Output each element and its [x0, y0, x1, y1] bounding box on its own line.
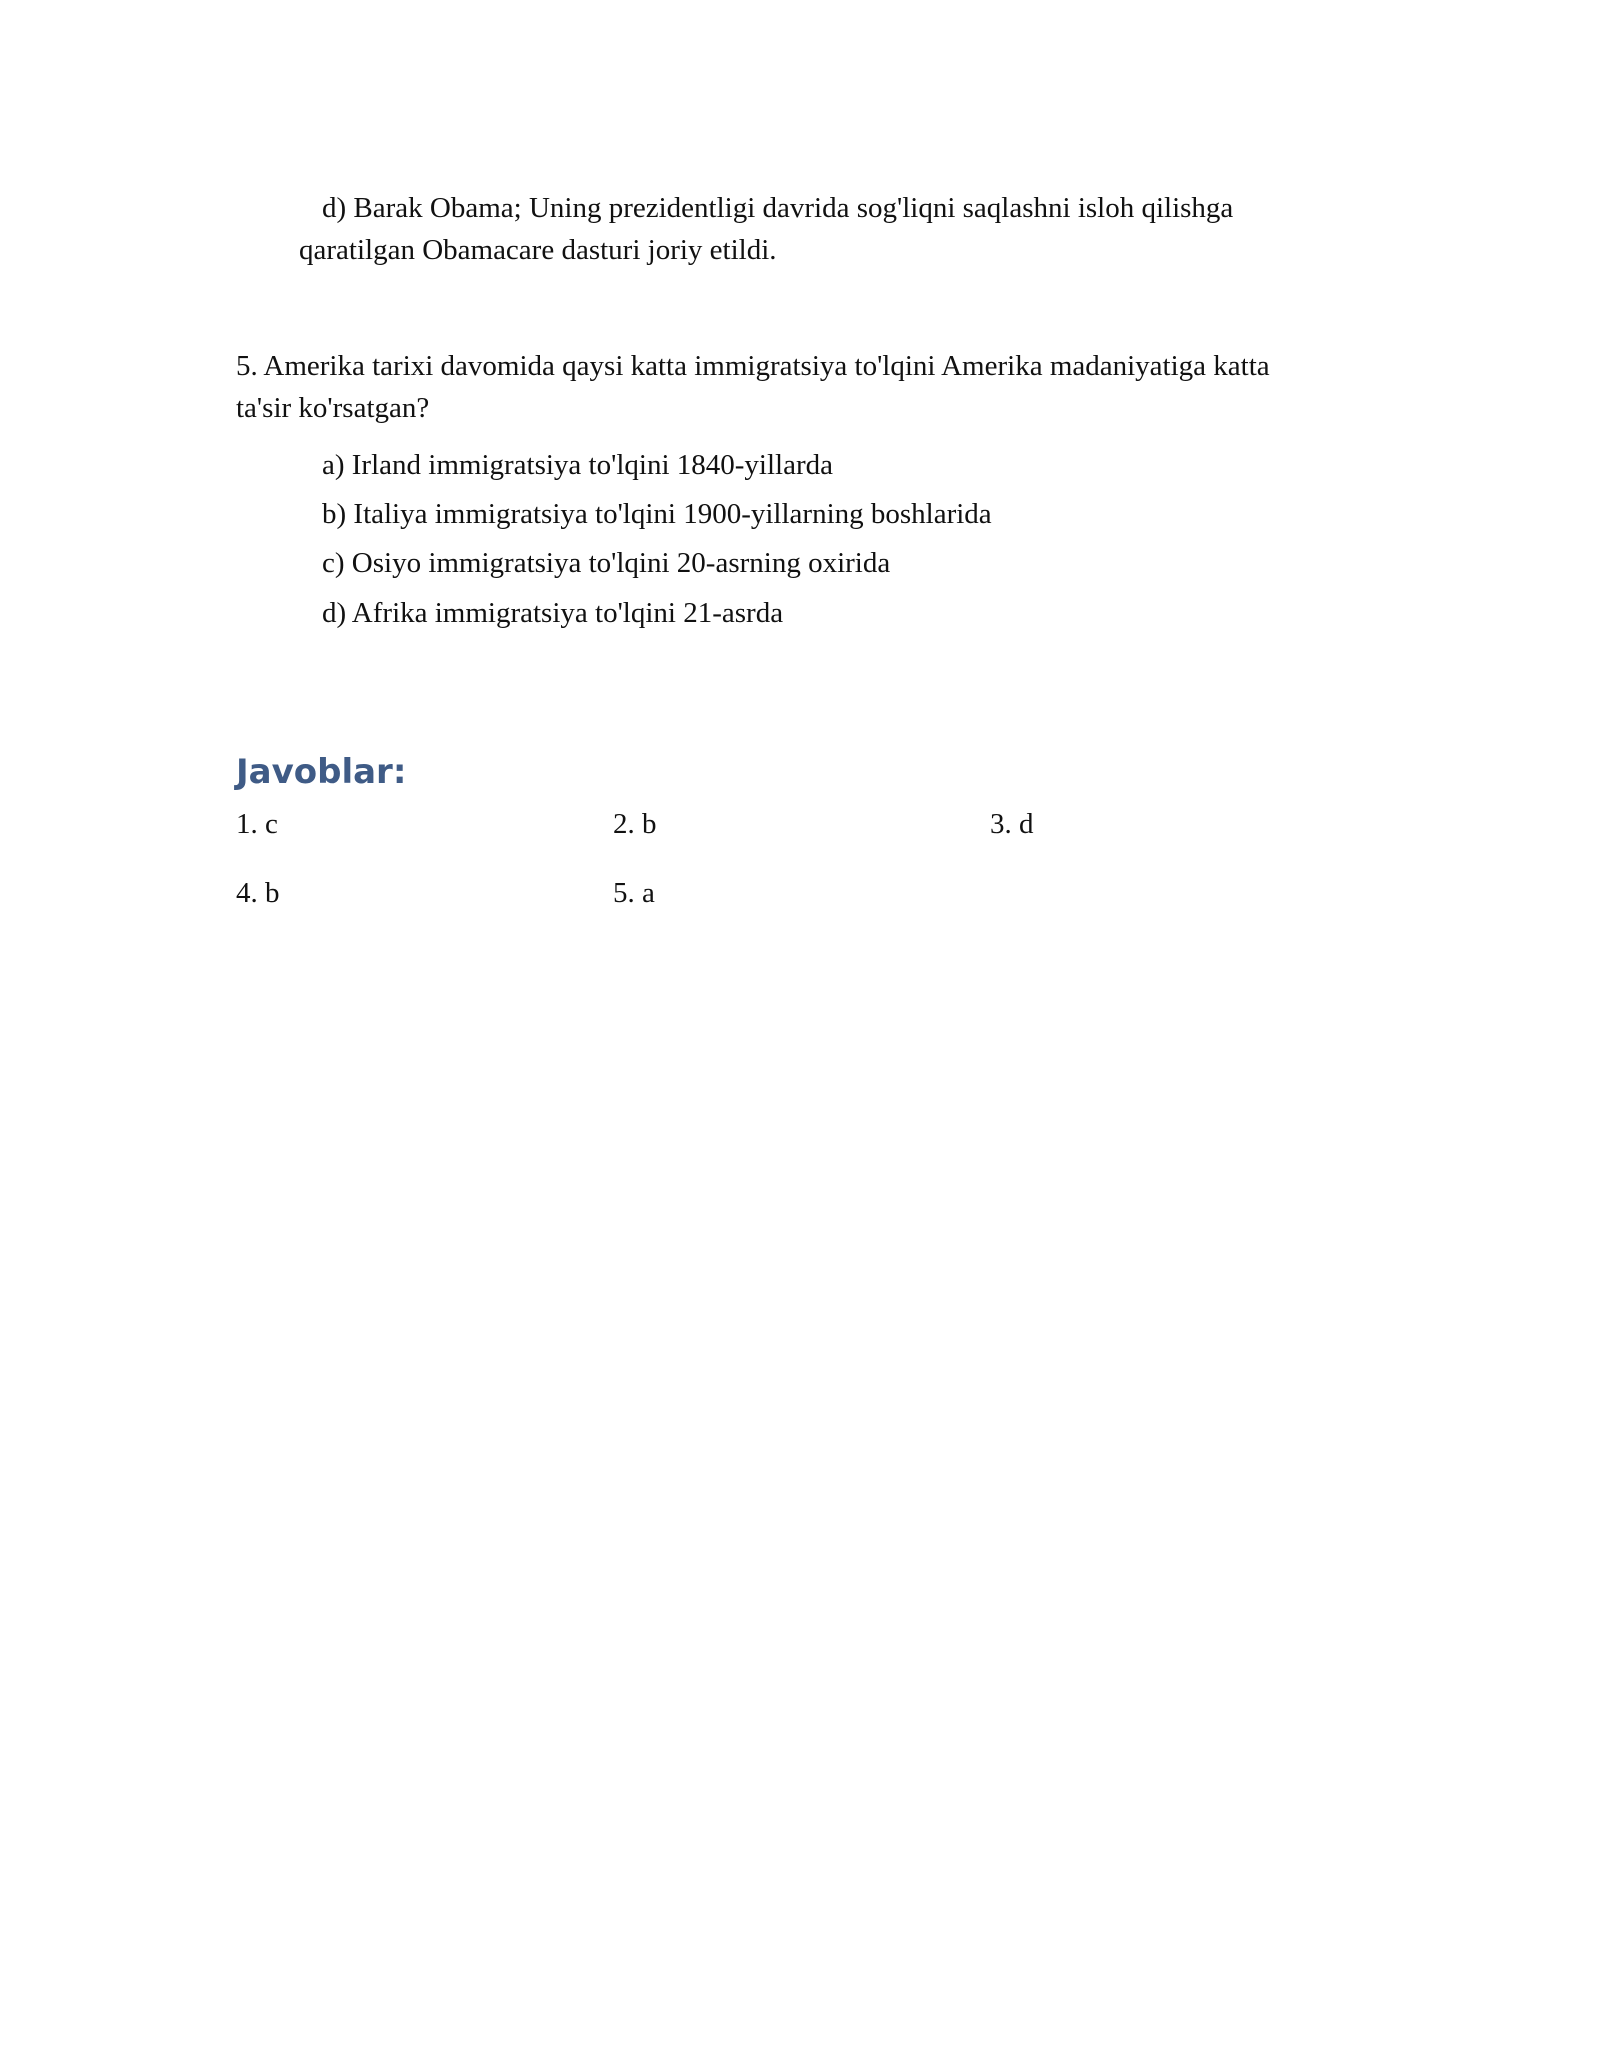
answer-4: 4. b — [236, 877, 280, 909]
question-5-option-d: d) Afrika immigratsiya to'lqini 21-asrda — [322, 597, 784, 629]
answers-heading: Javoblar: — [236, 752, 407, 792]
question-5-option-a: a) Irland immigratsiya to'lqini 1840-yillarda — [322, 449, 833, 481]
answer-5: 5. a — [613, 877, 655, 909]
previous-option-d-line2: qaratilgan Obamacare dasturi joriy etildi. — [299, 234, 777, 266]
answer-1: 1. c — [236, 808, 278, 840]
previous-option-d-line1: d) Barak Obama; Uning prezidentligi davrida sog'liqni saqlashni isloh qilishga — [322, 192, 1234, 224]
question-5-option-b: b) Italiya immigratsiya to'lqini 1900-yillarning boshlarida — [322, 498, 992, 530]
question-5-option-c: c) Osiyo immigratsiya to'lqini 20-asrning oxirida — [322, 547, 891, 579]
answer-2: 2. b — [613, 808, 657, 840]
answer-3: 3. d — [990, 808, 1034, 840]
question-5-text-line1: 5. Amerika tarixi davomida qaysi katta immigratsiya to'lqini Amerika madaniyatiga katta — [236, 350, 1270, 382]
question-5-text-line2: ta'sir ko'rsatgan? — [236, 392, 430, 424]
